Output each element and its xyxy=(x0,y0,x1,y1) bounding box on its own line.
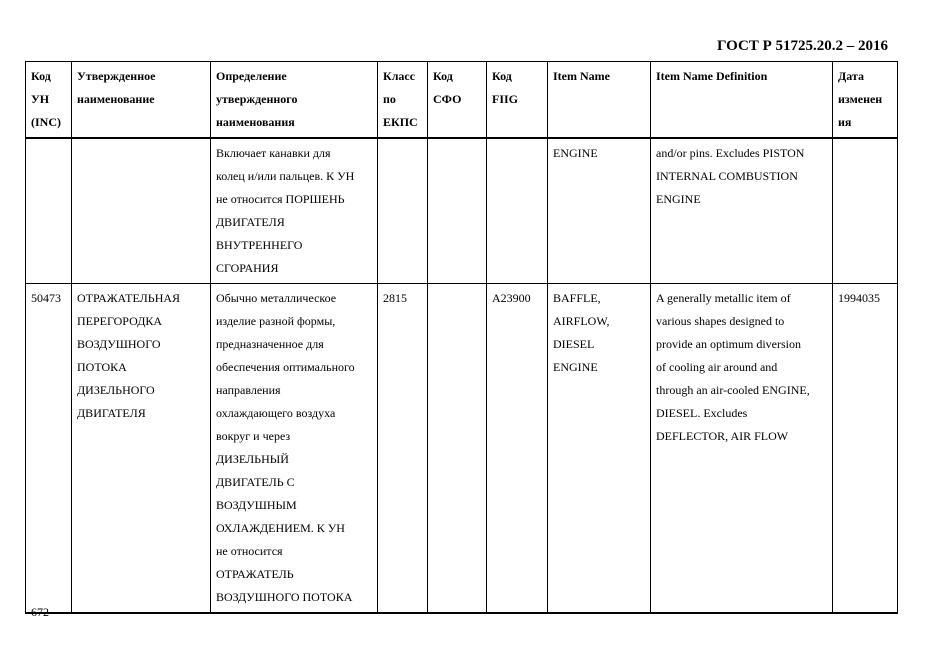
cell-class-ekps: 2815 xyxy=(378,284,428,614)
cell-code-sfo xyxy=(428,138,487,284)
cell-definition: Обычно металлическое изделие разной формы, предназначенное для обеспечения оптимального направления охлаждающего воздуха вокруг и через ДИЗЕЛЬНЫЙ ДВИГАТЕЛЬ С ВОЗДУШНЫМ ОХЛАЖДЕНИЕМ. К УН не относится ОТРАЖАТЕЛЬ ВОЗДУШНОГО ПОТОКА xyxy=(211,284,378,614)
cell-code-sfo xyxy=(428,284,487,614)
header-approved-name: Утвержденное наименование xyxy=(72,62,211,139)
cell-change-date: 1994035 xyxy=(833,284,898,614)
cell-definition: Включает канавки для колец и/или пальцев. К УН не относится ПОРШЕНЬ ДВИГАТЕЛЯ ВНУТРЕННЕГО СГОРАНИЯ xyxy=(211,138,378,284)
document-standard-header: ГОСТ Р 51725.20.2 – 2016 xyxy=(716,38,888,54)
table-row xyxy=(26,138,898,284)
header-definition: Определение утвержденного наименования xyxy=(211,62,378,139)
header-code-sfo: Код СФО xyxy=(428,62,487,139)
table-row xyxy=(26,284,898,614)
cell-item-name: BAFFLE, AIRFLOW, DIESEL ENGINE xyxy=(548,284,651,614)
header-change-date: Дата изменен ия xyxy=(833,62,898,139)
header-code-inc: Код УН (INC) xyxy=(26,62,72,139)
table-header-row xyxy=(26,62,898,139)
cell-code-inc xyxy=(26,138,72,284)
header-code-fiig: Код FIIG xyxy=(487,62,548,139)
cell-item-name-definition: A generally metallic item of various shapes designed to provide an optimum diversion of cooling air around and through an air-cooled ENGINE, DIESEL. Excludes DEFLECTOR, AIR FLOW xyxy=(651,284,833,614)
cell-code-fiig: A23900 xyxy=(487,284,548,614)
cell-item-name-definition: and/or pins. Excludes PISTON INTERNAL COMBUSTION ENGINE xyxy=(651,138,833,284)
cell-approved-name xyxy=(72,138,211,284)
catalog-table xyxy=(25,61,898,614)
cell-item-name: ENGINE xyxy=(548,138,651,284)
cell-code-inc: 50473 xyxy=(26,284,72,614)
header-item-name: Item Name xyxy=(548,62,651,139)
header-item-name-definition: Item Name Definition xyxy=(651,62,833,139)
cell-approved-name: ОТРАЖАТЕЛЬНАЯ ПЕРЕГОРОДКА ВОЗДУШНОГО ПОТОКА ДИЗЕЛЬНОГО ДВИГАТЕЛЯ xyxy=(72,284,211,614)
cell-class-ekps xyxy=(378,138,428,284)
cell-change-date xyxy=(833,138,898,284)
page-number: 672 xyxy=(31,605,49,619)
cell-code-fiig xyxy=(487,138,548,284)
header-class-ekps: Класс по ЕКПС xyxy=(378,62,428,139)
